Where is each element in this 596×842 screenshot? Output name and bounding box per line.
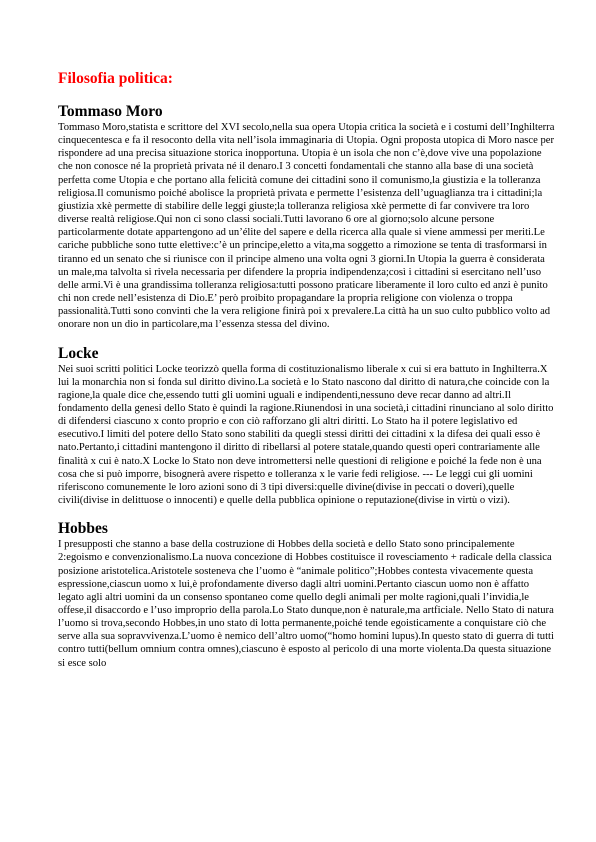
section-body: Nei suoi scritti politici Locke teorizzò quella forma di costituzionalismo liberale x cui si era battuto in Inghilterra.X lui la monarchia non si fonda sul diritto divino.La società e lo Stato nascono dal diritto di natura,che coincide con la ragione,la quale dice che,essendo tutti gli uomini uguali e indipendenti,nessuno deve recar danno ad altri.Il fondamento della genesi dello Stato è quindi la ragione.Riunendosi in una società,i cittadini rinunciano al solo diritto di difendersi ciascuno x conto proprio e con ciò rafforzano gli altri diritti. Lo Stato ha il potere legislativo ed esecutivo.I limiti del potere dello Stato sono stabiliti da quegli stessi diritti dei cittadini x la difesa dei quali esso è nato.Pertanto,i cittadini mantengono il diritto di ribellarsi al potere statale,quando questi operi contrariamente alle finalità x cui è nato.X Locke lo Stato non deve intromettersi nelle questioni di religione e poiché la fede non è una cosa che si può imporre, bisognerà avere rispetto e tolleranza x le varie fedi religiose. --- Le leggi cui gli uomini riferiscono comunemente le loro azioni sono di 3 tipi diversi:quelle divine(divise in peccati o doveri),quelle civili(divise in delittuose o innocenti) e quelle della pubblica opinione o reputazione(divise in virtù o vizi).	[58, 363, 554, 507]
page-title: Filosofia politica:	[58, 70, 173, 87]
section-hobbes	[58, 519, 556, 670]
section-tommaso-moro	[58, 102, 556, 332]
section-locke	[58, 344, 556, 508]
section-heading: Hobbes	[58, 520, 108, 538]
section-heading: Locke	[58, 344, 99, 362]
section-body: Tommaso Moro,statista e scrittore del XVI secolo,nella sua opera Utopia critica la società e i costumi dell’Inghilterra cinquecentesca e fa il resoconto della vita nell’isola immaginaria di Utopia. Ogni proposta utopica di Moro nasce per rispondere ad una precisa situazione storica inopportuna. Utopia è un isola che non c’è,dove vive una popolazione che non conosce né la proprietà privata né il denaro.I 3 concetti fondamentali che stanno alla base di una società perfetta come Utopia e che portano alla felicità comune dei cittadini sono il comunismo,la giustizia e la tolleranza religiosa.Il comunismo poiché abolisce la proprietà privata e permette l’esistenza dell’uguaglianza tra i cittadini;la giustizia xkè permette di stabilire delle leggi giuste;la tolleranza religiosa xkè permette di far convivere tra loro diverse realtà religiose.Qui non ci sono classi sociali.Tutti lavorano 6 ore al giorno;solo alcune persone particolarmente dotate appartengono ad un’élite del sapere e della ricerca alla quale si viene ammessi per meriti.Le cariche pubbliche sono tutte elettive:c’è un principe,eletto a vita,ma soggetto a rimozione se tenta di trasformarsi in tiranno ed un senato che si riunisce con il principe almeno una volta ogni 3 giorni.In Utopia la guerra è considerata un male,ma talvolta si rivela necessaria per difendere la propria indipendenza;così i cittadini si esercitano nell’uso delle armi.Vi è una grandissima tolleranza religiosa:tutti possono praticare liberamente il loro culto ed anzi è punito chi non crede nell’esistenza di Dio.E’ però proibito propagandare la propria religione con violenza o troppa passionalità.Tutti sono convinti che la vera religione finirà poi x prevalere.La città ha un suo culto pubblico volto ad onorare non un dio in particolare,ma l’essenza stessa del divino.	[58, 122, 555, 331]
section-heading: Tommaso Moro	[58, 103, 163, 120]
section-body: I presupposti che stanno a base della costruzione di Hobbes della società e dello Stato sono principalemente 2:egoismo e convenzionalismo.La nuova concezione di Hobbes costituisce il rovesciamento + radicale della classica posizione aristotelica.Aristotele sosteneva che l’uomo è “animale politico”;Hobbes contesta vivacemente questa espressione,ciascun uomo x lui,è profondamente diverso dagli altri uomini.Pertanto ciascun uomo non è affatto legato agli altri uomini da un consenso spontaneo come quello degli animali per molte ragioni,quali l’invidia,le offese,il disaccordo e l’uso improprio della parola.Lo Stato dunque,non è naturale,ma artficiale. Nello Stato di natura l’uomo si trova,secondo Hobbes,in uno stato di lotta permanente,poiché tende egoisticamente a conquistare ciò che serve alla sua sopravvivenza.L’uomo è nemico dell’altro uomo(“homo homini lupus).In questo stato di guerra di tutti contro tutti(bellum omnium contra omnes),ciascuno è esposto al pericolo di una morte violenta.Da questa situazione si esce solo	[58, 539, 554, 669]
